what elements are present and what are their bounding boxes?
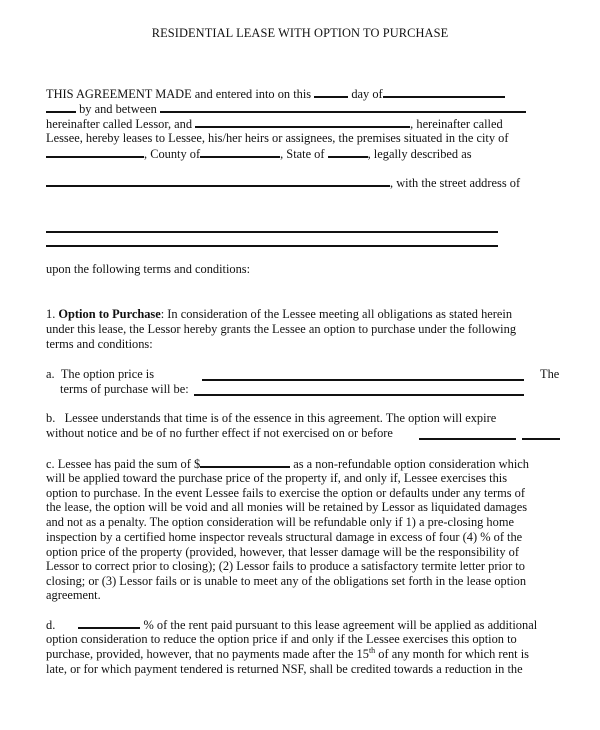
- intro-line-6: , with the street address of: [46, 175, 520, 191]
- day-blank[interactable]: [314, 86, 348, 98]
- option-price-blank[interactable]: [202, 379, 524, 381]
- item-a-line-1: a. The option price is: [46, 367, 155, 381]
- city-blank[interactable]: [46, 146, 144, 158]
- item-c-line-8: Lessor to correct prior to closing); (2) Lessor fails to produce a satisfactory termite letter prior to: [46, 559, 525, 573]
- rent-percent-blank[interactable]: [78, 617, 140, 629]
- option-fee-blank[interactable]: [200, 456, 290, 468]
- lessee-name-blank[interactable]: [195, 116, 410, 128]
- item-a-the: The: [540, 367, 560, 381]
- section-1-heading: Option to Purchase: [58, 307, 161, 321]
- county-blank[interactable]: [200, 146, 280, 158]
- item-c-line-1: c. Lessee has paid the sum of $ as a non-refundable option consideration which: [46, 457, 529, 471]
- lessor-name-blank[interactable]: [160, 101, 526, 113]
- item-d-line-4: late, or for which payment tendered is returned NSF, shall be credited towards a reduction in the: [46, 662, 523, 676]
- document-title: RESIDENTIAL LEASE WITH OPTION TO PURCHASE: [151, 26, 449, 40]
- street-address-line-2[interactable]: [46, 245, 498, 247]
- street-address-line-1[interactable]: [46, 231, 498, 233]
- terms-of-purchase-blank[interactable]: [194, 394, 524, 396]
- item-c-line-7: option price of the property (provided, however, that lesser damage will be the responsibility of: [46, 545, 519, 559]
- expiry-date-blank[interactable]: [419, 438, 516, 440]
- intro-line-4: Lessee, hereby leases to Lessee, his/her heirs or assignees, the premises situated in the city of: [46, 131, 509, 145]
- item-c-line-4: the lease, the option will be void and all monies will be retained by Lessor as liquidated damages: [46, 500, 528, 514]
- section-1-number: 1.: [46, 307, 56, 321]
- section-1-line-2: under this lease, the Lessor hereby grants the Lessee an option to purchase under the following: [46, 322, 517, 336]
- intro-line-2: by and between: [46, 101, 526, 117]
- expiry-year-blank[interactable]: [522, 438, 560, 440]
- terms-intro: upon the following terms and conditions:: [46, 262, 251, 276]
- year-blank[interactable]: [46, 101, 76, 113]
- item-b-line-1: b. Lessee understands that time is of the essence in this agreement. The option will expire: [46, 411, 497, 425]
- item-c-line-10: agreement.: [46, 588, 101, 602]
- item-a-line-2: terms of purchase will be:: [60, 382, 189, 396]
- intro-line-5: , County of , State of , legally described as: [46, 146, 472, 162]
- intro-line-3: hereinafter called Lessor, and , hereinafter called: [46, 117, 503, 131]
- section-1-line-1: 1. Option to Purchase: In consideration of the Lessee meeting all obligations as stated herein: [46, 307, 513, 321]
- item-d-line-3: purchase, provided, however, that no payments made after the 15th of any month for which rent is: [46, 645, 529, 661]
- item-d-line-1: d. % of the rent paid pursuant to this lease agreement will be applied as additional: [46, 618, 538, 632]
- item-c-line-3: option to purchase. In the event Lessee fails to exercise the option or defaults under any terms of: [46, 486, 525, 500]
- item-c-line-2: will be applied toward the purchase price of the property if, and only if, Lessee exercises this: [46, 471, 508, 485]
- item-c-line-9: closing; or (3) Lessor fails or is unable to meet any of the obligations set forth in the lease option: [46, 574, 527, 588]
- section-1-line-3: terms and conditions:: [46, 337, 153, 351]
- item-d-line-2: option consideration to reduce the option price if and only if the Lessee exercises this option to: [46, 632, 517, 646]
- item-c-line-5: and not as a penalty. The option consideration will be refundable only if 1) a pre-closing home: [46, 515, 514, 529]
- intro-line-1: THIS AGREEMENT MADE and entered into on this day of: [46, 86, 505, 102]
- state-blank[interactable]: [328, 146, 368, 158]
- month-blank[interactable]: [383, 86, 505, 98]
- item-c-line-6: inspection by a certified home inspector reveals structural damage in excess of four (4) % of the: [46, 530, 523, 544]
- item-b-line-2: without notice and be of no further effect if not exercised on or before: [46, 426, 393, 440]
- legal-description-blank[interactable]: [46, 175, 390, 187]
